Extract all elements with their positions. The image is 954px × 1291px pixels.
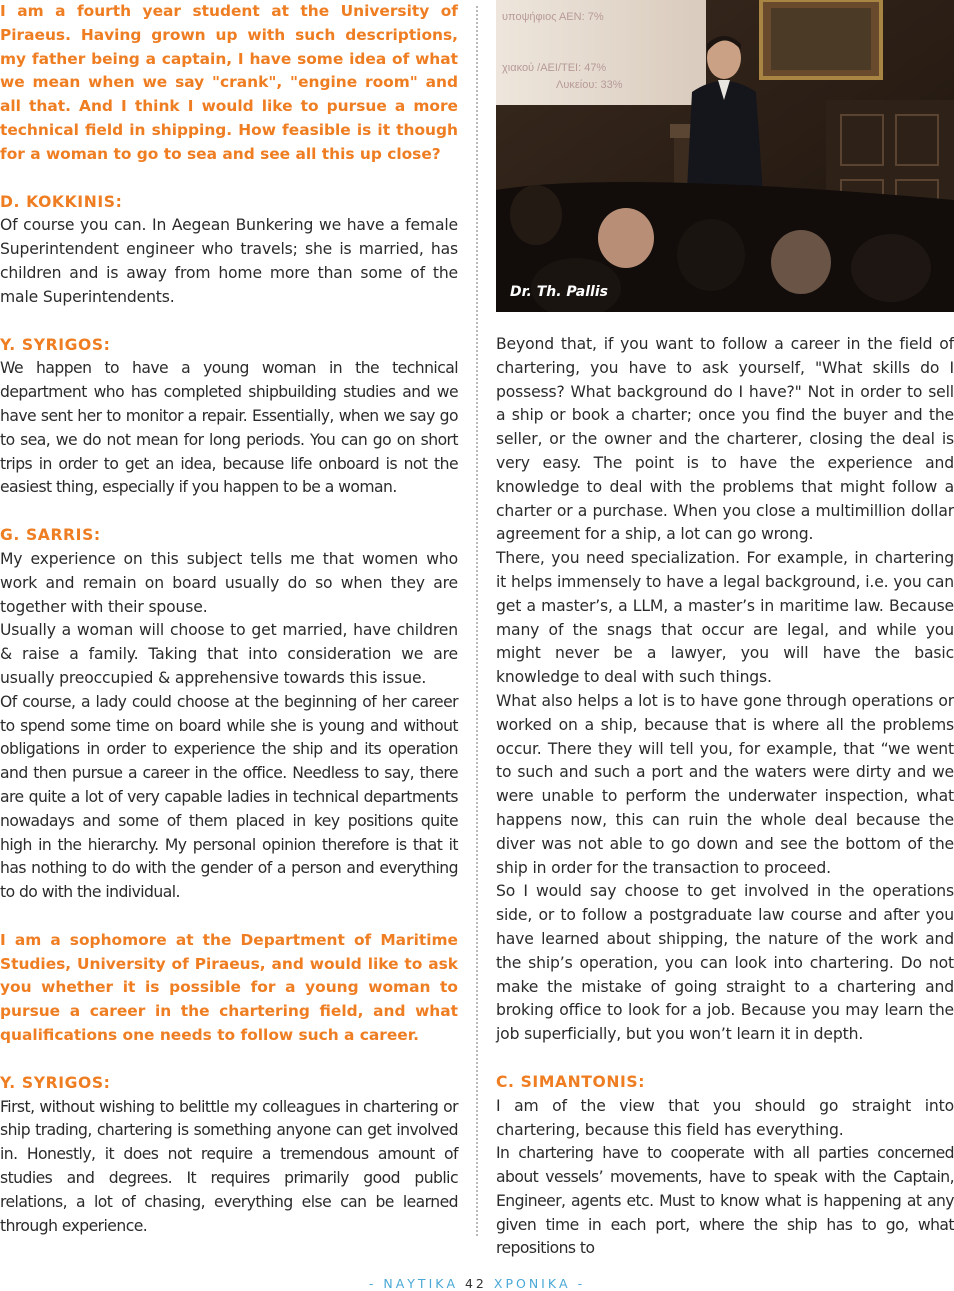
speaker-simantonis: C. SIMANTONIS:	[496, 1072, 646, 1091]
photo-illustration	[496, 0, 954, 312]
column-divider	[476, 6, 478, 1236]
answer-sarris-paragraph-1: My experience on this subject tells me that women who work and remain on board usually do so when they are together with their spouse.	[0, 549, 458, 616]
speaker-kokkinis: D. KOKKINIS:	[0, 192, 123, 211]
left-column	[0, 0, 458, 1238]
slide-text-1: υποψήφιος ΑΕΝ: 7%	[502, 11, 604, 23]
answer-syrigos-2: First, without wishing to belittle my colleagues in chartering or ship trading, chartering is something anyone can get involved in. Honestly, it does not require a tremendous amount of studies and degrees. It requires primarily good public relations, a lot of chasing, everything else can be learned through experience.	[0, 1097, 458, 1235]
footer-dash-right: -	[577, 1276, 586, 1291]
speaker-syrigos-1: Y. SYRIGOS:	[0, 335, 111, 354]
answer-kokkinis: Of course you can. In Aegean Bunkering we have a female Superintendent engineer who travels; she is married, has children and is away from home more than some of the male Superintendents.	[0, 216, 458, 306]
question-1: I am a fourth year student at the University of Piraeus. Having grown up with such descriptions, my father being a captain, I have some idea of what we mean when we say "crank", "engine room" and all that. And I think I would like to pursue a more technical field in shipping. How feasible is it though for a woman to go to sea and see all this up close?	[0, 2, 458, 163]
continuation-paragraph-3: What also helps a lot is to have gone through operations or worked on a ship, because that is where all the problems occur. There they will tell you, for example, that “we went to such and such a port and the waters were dirty and we were unable to perform the underwater inspection, what happens now, this can ruin the whole deal because the diver was not able to go down and see the bottom of the ship in order for the transaction to proceed.	[496, 691, 954, 877]
speaker-sarris: G. SARRIS:	[0, 526, 101, 545]
slide-text-2: χιακού /ΑΕΙ/ΤΕΙ: 47%	[502, 62, 607, 74]
photo-caption: Dr. Th. Pallis	[510, 284, 608, 300]
answer-simantonis-paragraph-2: In chartering have to cooperate with all parties concerned about vessels’ movements, have to speak with the Captain, Engineer, agents etc. Must to know what is happening at any given time in each port, where the ship has to go, what repositions to	[496, 1144, 954, 1258]
question-2: I am a sophomore at the Department of Maritime Studies, University of Piraeus, and would like to ask you whether it is possible for a young woman to pursue a career in the chartering field, and what qualifications one needs to follow such a career.	[0, 930, 458, 1045]
page-number: 42	[464, 1276, 487, 1291]
speaker-photo	[496, 0, 954, 312]
page-footer	[0, 1276, 954, 1291]
answer-simantonis-paragraph-1: I am of the view that you should go straight into chartering, because this field has everything.	[496, 1096, 954, 1139]
continuation-paragraph-4: So I would say choose to get involved in the operations side, or to follow a postgraduate law course and after you have learned about shipping, the nature of the work and the ship’s operation, you can look into chartering. Do not make the mistake of going straight to a chartering and broking office to look for a job. Because you may learn the job superficially, but you won’t learn it in depth.	[496, 882, 954, 1044]
answer-syrigos-1: We happen to have a young woman in the technical department who has completed shipbuilding studies and we have sent her to monitor a repair. Essentially, when we say go to sea, we do not mean for long periods. You can go on short trips in order to get an idea, because life onboard is not the easiest thing, especially if you happen to be a woman.	[0, 359, 458, 497]
answer-sarris-paragraph-2: Usually a woman will choose to get married, have children & raise a family. Taking that into consideration we are usually preoccupied & apprehensive towards this issue.	[0, 621, 458, 687]
slide-text-3: Λυκείου: 33%	[556, 79, 623, 91]
footer-magazine-word-1: ΝΑΥΤΙΚΑ	[383, 1276, 458, 1291]
continuation-paragraph-1: Beyond that, if you want to follow a career in the field of chartering, you have to ask yourself, "What skills do I possess? What background do I have?" Not in order to sell a ship or book a charter; once you find the buyer and the seller, or the owner and the charterer, closing the deal is very easy. The point is to have the experience and knowledge to deal with the problems that might follow a charter or a purchase. When you close a multimillion dollar agreement for a ship, a lot can go wrong.	[496, 335, 954, 544]
right-column	[496, 333, 954, 1261]
footer-dash-left: -	[368, 1276, 377, 1291]
speaker-syrigos-2: Y. SYRIGOS:	[0, 1073, 111, 1092]
answer-sarris-paragraph-3: Of course, a lady could choose at the beginning of her career to spend some time on board while she is young and without obligations in order to experience the ship and its operation and then pursue a career in the office. Needless to say, there are quite a lot of very capable ladies in technical departments nowadays and some of them placed in key positions quite high in the hierarchy. My personal opinion therefore is that it has nothing to do with the gender of a person and everything to do with the individual.	[0, 692, 458, 902]
footer-magazine-word-2: ΧΡΟΝΙΚΑ	[493, 1276, 571, 1291]
continuation-paragraph-2: There, you need specialization. For example, in chartering it helps immensely to have a legal background, i.e. you can get a master’s, a LLM, a master’s in maritime law. Because many of the snags that occur are legal, and while you might never be a lawyer, you will have the basic knowledge to deal with such things.	[496, 549, 954, 687]
